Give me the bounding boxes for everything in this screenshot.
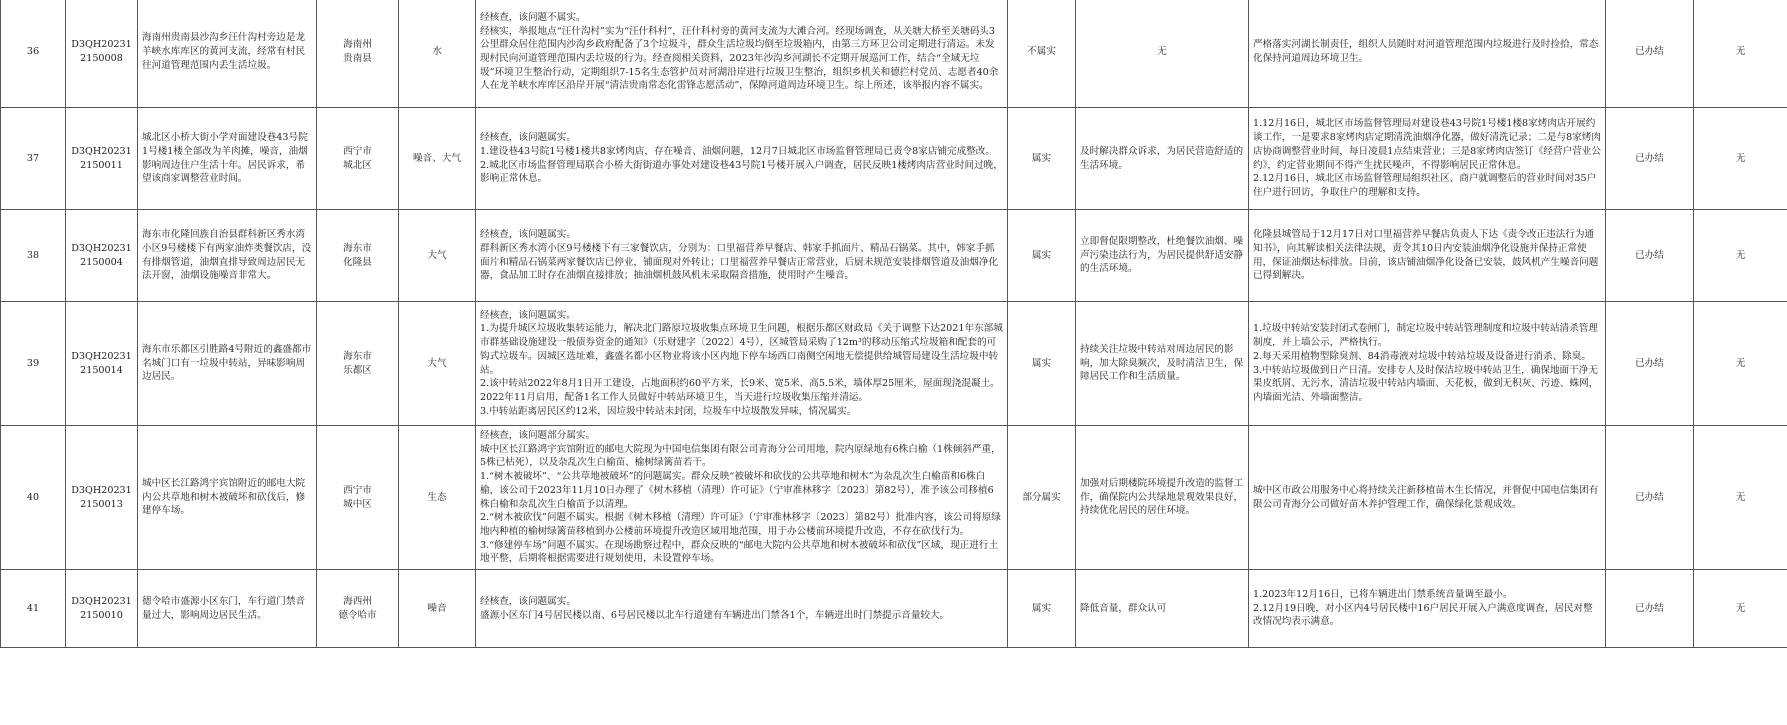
row-number: 40	[1, 426, 66, 570]
case-code: D3QH202312150010	[66, 570, 138, 648]
table-row	[1, 302, 1787, 426]
verdict: 属实	[1008, 570, 1076, 648]
pollution-type: 大气	[399, 210, 476, 302]
verdict: 部分属实	[1008, 426, 1076, 570]
case-code: D3QH202312150011	[66, 108, 138, 210]
investigation-findings: 经核查，该问题不属实。 经核实，举报地点“汪什沟村”实为“汪什科村”，汪什科村旁的黄河支流为大滩合河。经现场调查，从关塘大桥至关塘码头3公里群众居住范围内沙沟乡政府配备了3个垃圾斗，群众生活垃圾均倒至垃圾箱内，由第三方环卫公司定期进行清运。未发现村民向河道管理范围内丢垃圾的行为。经查阅相关资料，2023年沙沟乡河湖长不定期开展巡河工作，结合“全域无垃圾”环境卫生整治行动，定期组织7-15名生态管护员对河湖沿岸进行垃圾卫生整治，组织乡机关和德拦村党员、志愿者40余人在龙羊峡水库库区沿岸开展“清洁贵南常态化雷锋志愿活动”，保障河道周边环境卫生。综上所述，该举报内容不属实。	[476, 0, 1008, 108]
status: 已办结	[1606, 426, 1694, 570]
admin-area: 海南州 贵南县	[317, 0, 399, 108]
admin-area: 海东市 乐都区	[317, 302, 399, 426]
table-row	[1, 426, 1787, 570]
table-row	[1, 570, 1787, 648]
status: 已办结	[1606, 570, 1694, 648]
table-row	[1, 0, 1787, 108]
complaint-content: 城中区长江路鸿宇宾馆附近的邮电大院内公共草地和树木被破坏和砍伐后，修建停车场。	[138, 426, 317, 570]
accountability: 无	[1694, 0, 1787, 108]
row-number: 41	[1, 570, 66, 648]
rectification-goal: 无	[1076, 0, 1249, 108]
rectification-measures: 1.12月16日，城北区市场监督管理局对建设巷43号院1号楼1楼8家烤肉店开展约谈工作，一是要求8家烤肉店定期清洗油烟净化器，做好清洗记录；二是与8家烤肉店协商调整营业时间，每日凌晨1点结束营业；三是8家烤肉店签订《经营户营业公约》，约定营业期间不得产生扰民噪声，不得影响居民正常休息。 2.12月16日，城北区市场监督管理局组织社区、商户就调整后的营业时间对35户住户进行回访，争取住户的理解和支持。	[1249, 108, 1606, 210]
investigation-findings: 经核查，该问题属实。 1.为提升城区垃圾收集转运能力，解决北门路原垃圾收集点环境卫生问题，根据乐都区财政局《关于调整下达2021年东部城市群基础设施建设一般债券资金的通知》（乐财建字〔2022〕4号），区城管局采购了12m³的移动压缩式垃圾箱和配套的可钩式垃圾车。因城区选址难，鑫盛名都小区物业将该小区内地下停车场西口南侧空闲地无偿提供给城管局建设生活垃圾中转站。 2.该中转站2022年8月1日开工建设，占地面积约60平方米，长9米、宽5米、高5.5米，墙体厚25厘米，屋面现浇混凝土。2022年11月启用，配备1名工作人员做好中转站环境卫生，当天进行垃圾收集压缩并清运。 3.中转站距离居民区约12米，因垃圾中转站未封闭，垃圾车中垃圾散发异味，情况属实。	[476, 302, 1008, 426]
accountability: 无	[1694, 570, 1787, 648]
case-code: D3QH202312150004	[66, 210, 138, 302]
pollution-type: 水	[399, 0, 476, 108]
rectification-goal: 立即督促限期整改，杜绝餐饮油烟、噪声污染违法行为，为居民提供舒适安静的生活环境。	[1076, 210, 1249, 302]
case-code: D3QH202312150014	[66, 302, 138, 426]
complaint-content: 海东市乐都区引胜路4号附近的鑫盛都市名城门口有一垃圾中转站，异味影响周边居民。	[138, 302, 317, 426]
admin-area: 西宁市 城中区	[317, 426, 399, 570]
admin-area: 海西州 德令哈市	[317, 570, 399, 648]
status: 已办结	[1606, 302, 1694, 426]
accountability: 无	[1694, 108, 1787, 210]
rectification-measures: 严格落实河湖长制责任，组织人员随时对河道管理范围内垃圾进行及时捡拾，常态化保持河道周边环境卫生。	[1249, 0, 1606, 108]
investigation-findings: 经核查，该问题属实。 1.建设巷43号院1号楼1楼共8家烤肉店，存在噪音、油烟问题，12月7日城北区市场监督管理局已责令8家店铺完成整改。 2.城北区市场监督管理局联合小桥大街街道办事处对建设巷43号院1号楼开展入户调查，居民反映1楼烤肉店营业时间过晚，影响正常休息。	[476, 108, 1008, 210]
complaint-content: 城北区小桥大街小学对面建设巷43号院1号楼1楼全部改为羊肉摊，噪音，油烟影响周边住户生活十年。居民诉求，希望该商家调整营业时间。	[138, 108, 317, 210]
rectification-goal: 加强对后期楼院环境提升改造的监督工作，确保院内公共绿地景观效果良好，持续优化居民的居住环境。	[1076, 426, 1249, 570]
complaint-content: 海南州贵南县沙沟乡汪什沟村旁边是龙羊峡水库库区的黄河支流，经常有村民往河道管理范围内丢生活垃圾。	[138, 0, 317, 108]
accountability: 无	[1694, 210, 1787, 302]
rectification-measures: 化隆县城管局于12月17日对口里福营养早餐店负责人下达《责令改正违法行为通知书》，向其解读相关法律法规，责令其10日内安装油烟净化设施并保持正常使用，保证油烟达标排放。目前，该店铺油烟净化设备已安装，鼓风机产生噪音问题已得到解决。	[1249, 210, 1606, 302]
verdict: 属实	[1008, 210, 1076, 302]
table-body	[1, 0, 1787, 648]
verdict: 属实	[1008, 108, 1076, 210]
status: 已办结	[1606, 108, 1694, 210]
investigation-findings: 经核查，该问题属实。 盛源小区东门4号居民楼以南、6号居民楼以北车行道建有车辆进出门禁各1个，车辆进出时门禁提示音量较大。	[476, 570, 1008, 648]
status: 已办结	[1606, 0, 1694, 108]
row-number: 36	[1, 0, 66, 108]
row-number: 38	[1, 210, 66, 302]
pollution-type: 生态	[399, 426, 476, 570]
case-code: D3QH202312150013	[66, 426, 138, 570]
rectification-measures: 城中区市政公用服务中心将持续关注新移植苗木生长情况，并督促中国电信集团有限公司青海分公司做好苗木养护管理工作，确保绿化景观成效。	[1249, 426, 1606, 570]
case-code: D3QH202312150008	[66, 0, 138, 108]
investigation-findings: 经核查，该问题部分属实。 城中区长江路鸿宇宾馆附近的邮电大院现为中国电信集团有限公司青海分公司用地，院内原绿地有6株白榆（1株倾斜严重，5株已枯死），以及杂乱次生白榆苗、榆树绿篱苗若干。 1.“树木被破坏”、“公共草地被破坏”的问题属实。群众反映“被破坏和砍伐的公共草地和树木”为杂乱次生白榆苗和6株白榆，该公司于2023年11月10日办理了《树木移植（清理）许可证》（宁审准林移字〔2023〕第82号），准予该公司移植6株白榆和杂乱次生白榆苗予以清理。 2.“树木被砍伐”问题不属实。根据《树木移植（清理）许可证》（宁审准林移字〔2023〕第82号）批准内容，该公司将原绿地内种植的榆树绿篱苗移植到办公楼前环境提升改造区域用地范围，用于办公楼前环境提升改造，不存在砍伐行为。 3.“修建停车场”问题不属实。在现场勘察过程中，群众反映的“邮电大院内公共草地和树木被破坏和砍伐”区域，现正进行土地平整，后期将根据需要进行规划使用，未设置停车场。	[476, 426, 1008, 570]
verdict: 不属实	[1008, 0, 1076, 108]
investigation-findings: 经核查，该问题属实。 群科新区秀水湾小区9号楼楼下有三家餐饮店，分别为：口里福营养早餐店、韩家手抓面片、精品石锅菜。其中，韩家手抓面片和精品石锅菜两家餐饮店已停业，铺面现对外转让；口里福营养早餐店正常营业，后厨未规范安装排烟管道及油烟净化器，食品加工时存在油烟直接排放；抽油烟机鼓风机未采取隔音措施，使用时产生噪音。	[476, 210, 1008, 302]
rectification-measures: 1.2023年12月16日，已将车辆进出门禁系统音量调至最小。 2.12月19日晚，对小区内4号居民楼中16户居民开展入户满意度调查，居民对整改情况均表示满意。	[1249, 570, 1606, 648]
accountability: 无	[1694, 302, 1787, 426]
complaint-content: 德令哈市盛源小区东门，车行道门禁音量过大，影响周边居民生活。	[138, 570, 317, 648]
rectification-measures: 1.垃圾中转站安装封闭式卷闸门，制定垃圾中转站管理制度和垃圾中转站清杀管理制度，并上墙公示，严格执行。 2.每天采用植物型除臭剂、84消毒液对垃圾中转站垃圾及设备进行消杀、除臭。 3.中转站垃圾做到日产日清。安排专人及时保洁垃圾中转站卫生，确保地面干净无果皮纸屑、无污水，清洁垃圾中转站内墙面、天花板，做到无积灰、污迹、蛛网，内墙面光洁、外墙面整洁。	[1249, 302, 1606, 426]
pollution-type: 噪音	[399, 570, 476, 648]
status: 已办结	[1606, 210, 1694, 302]
table-row	[1, 210, 1787, 302]
verdict: 属实	[1008, 302, 1076, 426]
rectification-goal: 及时解决群众诉求，为居民营造舒适的生活环境。	[1076, 108, 1249, 210]
row-number: 39	[1, 302, 66, 426]
rectification-goal: 降低音量，群众认可	[1076, 570, 1249, 648]
row-number: 37	[1, 108, 66, 210]
admin-area: 西宁市 城北区	[317, 108, 399, 210]
rectification-goal: 持续关注垃圾中转站对周边居民的影响，加大除臭频次，及时清洁卫生，保障居民工作和生活质量。	[1076, 302, 1249, 426]
table-row	[1, 108, 1787, 210]
admin-area: 海东市 化隆县	[317, 210, 399, 302]
accountability: 无	[1694, 426, 1787, 570]
pollution-type: 大气	[399, 302, 476, 426]
complaint-content: 海东市化隆回族自治县群科新区秀水湾小区9号楼楼下有两家油炸类餐饮店，没有排烟管道，油烟直排导致周边居民无法开窗，油烟设施噪音非常大。	[138, 210, 317, 302]
pollution-type: 噪音、大气	[399, 108, 476, 210]
